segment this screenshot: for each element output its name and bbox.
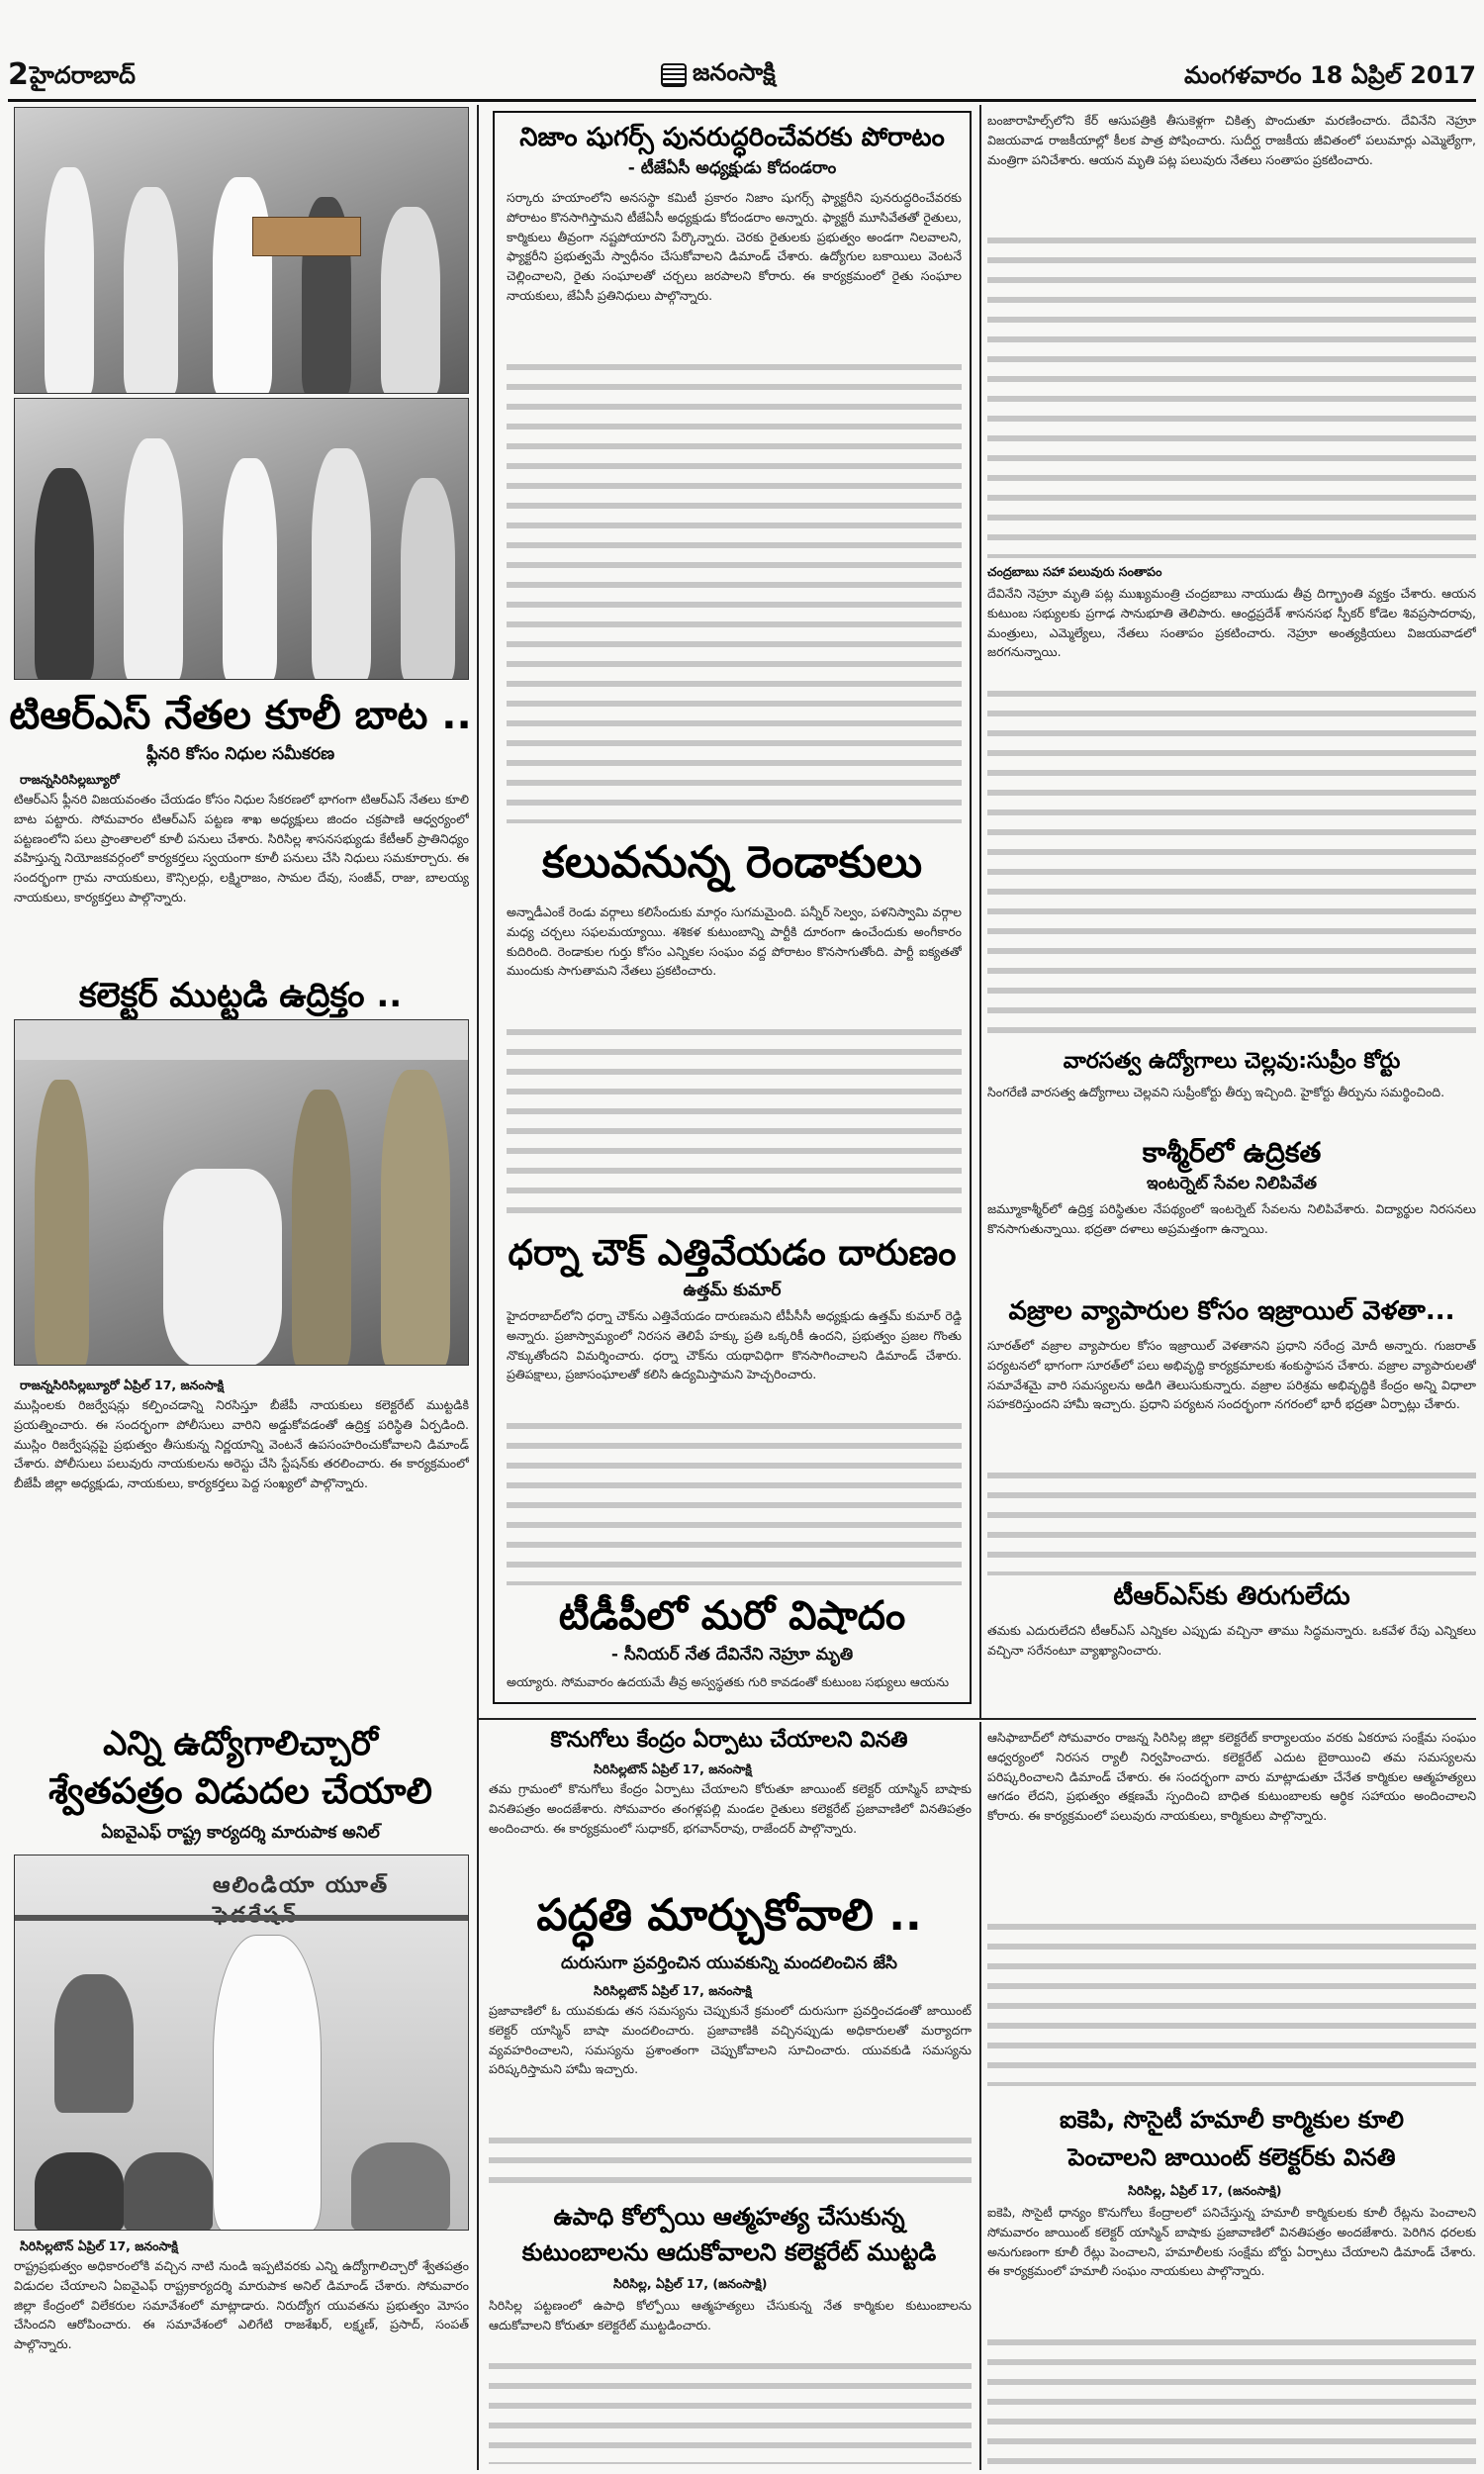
headline-change-attitude: పద్ధతి మార్చుకోవాలి .. [536, 1890, 922, 1941]
headline-jobs-line1: ఎన్ని ఉద్యోగాలిచ్చారో [103, 1724, 378, 1763]
subhead-jobs: ఏఐవైఎఫ్ రాష్ట్ర కార్యదర్శి మారుపాక అనిల్ [101, 1823, 380, 1843]
column-divider-lower [979, 1722, 981, 2470]
body-trs-unbeatable: తమకు ఎదురులేదని టీఆర్ఎస్ ఎన్నికల ఎప్పుడు వచ్చినా తాము సిద్ధమన్నారు. ఒకవేళ రేపు ఎన్నికలు వచ్చినా సరేనంటూ వ్యాఖ్యానించారు. [987, 1623, 1476, 1658]
column-divider-left [477, 105, 479, 2470]
page-header [8, 57, 1476, 97]
body-suicide-families: సిరిసిల్ల పట్టణంలో ఉపాధి కోల్పోయి ఆత్మహత్యలు చేసుకున్న నేత కార్మికుల కుటుంబాలను ఆదుకోవాలని కోరుతూ కలెక్టరేట్ ముట్టడించారు. [489, 2298, 972, 2332]
byline-kodandaram: - టీజేఏసీ అధ్యక్షుడు కోదండరాం [627, 158, 837, 178]
section-divider [479, 1718, 1476, 1720]
body-trs-labour: టిఆర్ఎస్ ఫ్లీనరి విజయవంతం చేయడం కోసం నిధుల సేకరణలో భాగంగా టిఆర్ఎస్ నేతలు కూలి బాట పట్టారు. సోమవారం టిఆర్ఎస్ పట్టణ శాఖ అధ్యక్షులు జిందం చక్రపాణి ఆధ్వర్యంలో పట్టణంలోని పలు ప్రాంతాలలో కూలీ పనులు చేశారు. సిరిసిల్ల శాసనసభ్యుడు కేటీఆర్ ప్రాతినిధ్యం వహిస్తున్న నియోజకవర్గంలో కార్యకర్తలు స్వయంగా కూలీ పనులు చేసి నిధులు సమకూర్చారు. ఈ సందర్భంగా గ్రామ నాయకులు, కౌన్సిలర్లు, లక్ష్మిరాజం, సామల దేవు, సంజీవ్, రాజు, బాలయ్య నాయకులు, కార్యకర్తలు పాల్గొన్నారు. [14, 792, 469, 904]
body-condolence: దేవినేని నెహ్రూ మృతి పట్ల ముఖ్యమంత్రి చంద్రబాబు నాయుడు తీవ్ర దిగ్భ్రాంతి వ్యక్తం చేశారు. ఆయన కుటుంబ సభ్యులకు ప్రగాఢ సానుభూతి తెలిపారు. ఆంధ్రప్రదేశ్ శాసనసభ స్పీకర్ కోడెల శివప్రసాదరావు, మంత్రులు, ఎమ్మెల్యేలు, నేతలు సంతాపం ప్రకటించారు. నెహ్రూ అంత్యక్రియలు విజయవాడలో జరగనున్నాయి. [987, 586, 1476, 660]
dateline-jobs: సిరిసిల్లటౌన్ ఏప్రిల్ 17, జనంసాక్షి [20, 2238, 178, 2253]
body-two-leaves: అన్నాడీఎంకే రెండు వర్గాలు కలిసేందుకు మార్గం సుగమమైంది. పన్నీర్ సెల్వం, పళనిస్వామి వర్గాల మధ్య చర్చలు సఫలమయ్యాయి. శశికళ కుటుంబాన్ని పార్టీకి దూరంగా ఉంచేందుకు అంగీకారం కుదిరింది. రెండాకుల గుర్తు కోసం ఎన్నికల సంఘం వద్ద పోరాటం కొనసాగుతోంది. పార్టీ ఐక్యతతో ముందుకు సాగుతామని నేతలు ప్రకటించారు. [507, 904, 962, 979]
section-label-condolence: చంద్రబాబు సహా పలువురు సంతాపం [987, 564, 1162, 579]
byline-uttam-kumar: ఉత్తమ్ కుమార్ [683, 1281, 782, 1300]
headline-kashmir: కాశ్మీర్‌లో ఉద్రికత [1142, 1136, 1322, 1169]
headline-two-leaves: కలువనున్న రెండాకులు [541, 837, 923, 888]
column-divider-right [979, 105, 981, 1718]
headline-tdp-tragedy: టీడీపీలో మరో విషాదం [558, 1593, 906, 1639]
headline-nizam-sugars: నిజాం షుగర్స్ పునరుద్ధరించేవరకు పోరాటం [519, 123, 945, 152]
body-two-leaves-continued [507, 1023, 962, 1221]
headline-trs-unbeatable: టీఆర్ఎస్‌కు తిరుగులేదు [1113, 1581, 1350, 1611]
headline-suicide-families-line1: ఉపాధి కోల్పోయి ఆత్మహత్య చేసుకున్న [553, 2203, 905, 2231]
body-nizam-sugars: సర్కారు హయాంలోని అనసస్థా కమిటీ ప్రకారం నిజాం షుగర్స్ ఫ్యాక్టరీని పునరుద్ధరించేవరకు పోరాటం కొనసాగిస్తామని టీజేఏసీ అధ్యక్షుడు కోదండరాం అన్నారు. ఫ్యాక్టరీ మూసివేతతో రైతులు, కార్మికులు తీవ్రంగా నష్టపోయారని పేర్కొన్నారు. చెరకు రైతులకు ప్రభుత్వం అండగా నిలవాలని, ఫ్యాక్టరీని ప్రభుత్వమే స్వాధీనం చేసుకోవాలని డిమాండ్ చేశారు. ఉద్యోగుల బకాయిలు వెంటనే చెల్లించాలని, రైతు సంఘాలతో చర్చలు జరపాలని కోరారు. ఈ కార్యక్రమంలో రైతు సంఘాల నాయకులు, జేఏసీ ప్రతినిధులు పాల్గొన్నారు. [507, 190, 962, 303]
body-weavers-rally-more [987, 1918, 1476, 2086]
edition-name: హైదరాబాద్ [30, 61, 136, 89]
headline-diamond-traders: వజ్రాల వ్యాపారుల కోసం ఇజ్రాయిల్ వెళతా... [1008, 1296, 1455, 1326]
masthead-logo-icon [661, 63, 687, 87]
body-diamond-traders-more [987, 1467, 1476, 1575]
byline-devineni-nehru: - సీనియర్ నేత దేవినేని నెహ్రూ మృతి [610, 1645, 854, 1665]
issue-date: మంగళవారం 18 ఏప్రిల్ 2017 [1184, 61, 1476, 89]
subhead-kashmir: ఇంటర్నెట్ సేవల నిలిపివేత [1147, 1174, 1317, 1193]
headline-collector-siege: కలెక్టర్ ముట్టడి ఉద్రిక్తం .. [78, 976, 403, 1015]
body-kashmir: జమ్మూకాశ్మీర్‌లో ఉద్రిక్త పరిస్థితుల నేపథ్యంలో ఇంటర్నెట్ సేవలను నిలిపివేశారు. విద్యార్థుల నిరసనలు కొనసాగుతున్నాయి. భద్రతా దళాలు అప్రమత్తంగా ఉన్నాయి. [987, 1201, 1476, 1236]
subhead-trs-labour: ఫ్లీనరి కోసం నిధుల సమీకరణ [145, 744, 335, 764]
body-tdp-tragedy: అయ్యారు. సోమవారం ఉదయమే తీవ్ర అస్వస్థతకు గురి కావడంతో కుటుంబ సభ్యులు ఆయను [507, 1674, 950, 1689]
headline-dharna-chowk: ధర్నా చౌక్ ఎత్తివేయడం దారుణం [508, 1233, 957, 1274]
body-nizam-sugars-continued [507, 358, 962, 823]
masthead [661, 59, 776, 91]
body-purchase-centre: తమ గ్రామంలో కొనుగోలు కేంద్రం ఏర్పాటు చేయాలని కోరుతూ జాయింట్ కలెక్టర్ యాస్మిన్ బాషాకు వినతిపత్రం అందజేశారు. సోమవారం తంగళ్లపల్లి మండల రైతులు కలెక్టరేట్ ప్రజావాణిలో వినతిపత్రం అందించారు. ఈ కార్యక్రమంలో సుధాకర్, భగవాన్‌రావు, రాజేందర్ పాల్గొన్నారు. [489, 1781, 972, 1836]
body-nehru-continued: బంజారాహిల్స్‌లోని కేర్ ఆసుపత్రికి తీసుకెళ్లగా చికిత్స పొందుతూ మరణించారు. దేవినేని నెహ్రూ విజయవాడ రాజకీయాల్లో కీలక పాత్ర పోషించారు. సుదీర్ఘ రాజకీయ జీవితంలో పలుమార్లు ఎమ్మెల్యేగా, మంత్రిగా పనిచేశారు. ఆయన మృతి పట్ల పలువురు నేతలు సంతాపం ప్రకటించారు. [987, 113, 1476, 167]
headline-trs-labour: టిఆర్ఎస్ నేతల కూలీ బాట .. [9, 693, 472, 738]
body-hamali: ఐకెపి, సొసైటీ ధాన్యం కొనుగోలు కేంద్రాలలో పనిచేస్తున్న హమాలీ కార్మికులకు కూలీ రేట్లను పెంచాలని సోమవారం జాయింట్ కలెక్టర్ యాస్మిన్ బాషాకు ప్రజావాణిలో వినతిపత్రం అందజేశారు. పెరిగిన ధరలకు అనుగుణంగా కూలీ రేట్లు పెంచాలని, హమాలీలకు సంక్షేమ బోర్డు ఏర్పాటు చేయాలని డిమాండ్ చేశారు. ఈ కార్యక్రమంలో హమాలీ సంఘం నాయకులు పాల్గొన్నారు. [987, 2205, 1476, 2279]
headline-heritage-jobs: వారసత్వ ఉద్యోగాలు చెల్లవు:సుప్రీం కోర్టు [1063, 1049, 1401, 1074]
body-collector-siege: ముస్లింలకు రిజర్వేషన్లు కల్పించడాన్ని నిరసిస్తూ బీజేపీ నాయకులు కలెక్టరేట్ ముట్టడికి ప్రయత్నించారు. ఈ సందర్భంగా పోలీసులు వారిని అడ్డుకోవడంతో ఉద్రిక్త పరిస్థితి ఏర్పడింది. ముస్లిం రిజర్వేషన్లపై ప్రభుత్వం తీసుకున్న నిర్ణయాన్ని వెంటనే ఉపసంహరించుకోవాలని డిమాండ్ చేశారు. పోలీసులు పలువురు నాయకులను అరెస్టు చేసి స్టేషన్‌కు తరలించారు. ఈ కార్యక్రమంలో బీజేపీ జిల్లా అధ్యక్షుడు, నాయకులు, కార్యకర్తలు పెద్ద సంఖ్యలో పాల్గొన్నారు. [14, 1397, 469, 1490]
dateline-text: రాజన్నసిరిసిల్లబ్యూరో [20, 772, 120, 787]
headline-hamali-line2: పెంచాలని జాయింట్ కలెక్టర్‌కు వినతి [1067, 2143, 1396, 2171]
dateline-suicide-families: సిరిసిల్ల, ఏప్రిల్ 17, (జనంసాక్షి) [613, 2276, 768, 2291]
headline-purchase-centre: కొనుగోలు కేంద్రం ఏర్పాటు చేయాలని వినతి [550, 1728, 908, 1753]
page-number: 2 [8, 57, 29, 92]
body-hamali-more [987, 2333, 1476, 2464]
photo-trs-collection [14, 398, 469, 680]
photo-aiyf-press-meet [14, 1855, 469, 2231]
headline-suicide-families-line2: కుటుంబాలను ఆదుకోవాలని కలెక్టరేట్ ముట్టడి [521, 2238, 937, 2266]
header-rule [8, 99, 1476, 102]
body-heritage-jobs: సింగరేణి వారసత్వ ఉద్యోగాలు చెల్లవని సుప్రీంకోర్టు తీర్పు ఇచ్చింది. హైకోర్టు తీర్పును సమర్థించింది. [987, 1085, 1445, 1099]
body-change-attitude-more [489, 2132, 972, 2191]
subhead-change-attitude: దురుసుగా ప్రవర్తించిన యువకున్ని మందలించిన జేసి [560, 1953, 897, 1973]
headline-jobs-line2: శ్వేతపత్రం విడుదల చేయాలి [48, 1771, 432, 1812]
dateline-change-attitude: సిరిసిల్లటౌన్ ఏప్రిల్ 17, జనంసాక్షి [594, 1983, 752, 1998]
body-weavers-rally: ఆసిఫాబాద్‌లో సోమవారం రాజన్న సిరిసిల్ల జిల్లా కలెక్టరేట్ కార్యాలయం వరకు ఏకరూప సంక్షేమ సంఘం ఆధ్వర్యంలో నిరసన ర్యాలీ నిర్వహించారు. కలెక్టరేట్ ఎదుట బైఠాయించి తమ సమస్యలను పరిష్కరించాలని డిమాండ్ చేశారు. ఈ సందర్భంగా వారు మాట్లాడుతూ చేనేత కార్మికుల ఆత్మహత్యలు ఆగడం లేదని, ప్రభుత్వం తక్షణమే స్పందించి బాధిత కుటుంబాలకు ఆర్థిక సహాయం అందించాలని కోరారు. ఈ కార్యక్రమంలో పలువురు నాయకులు, కార్మికులు పాల్గొన్నారు. [987, 1730, 1476, 1823]
dateline-trs-labour [20, 772, 465, 791]
dateline-purchase-centre: సిరిసిల్లటౌన్ ఏప్రిల్ 17, జనంసాక్షి [594, 1761, 752, 1776]
photo-banner-text: ఆలిండియా యూత్ [213, 1873, 390, 1898]
body-nehru-more [987, 232, 1476, 558]
photo-collector-siege [14, 1019, 469, 1366]
body-diamond-traders: సూరత్‌లో వజ్రాల వ్యాపారుల కోసం ఇజ్రాయిల్ వెళతానని ప్రధాని నరేంద్ర మోదీ అన్నారు. గుజరాత్ పర్యటనలో భాగంగా సూరత్‌లో పలు అభివృద్ధి కార్యక్రమాలకు శంకుస్థాపన చేశారు. వజ్రాల వ్యాపారులతో సమావేశమై వారి సమస్యలను అడిగి తెలుసుకున్నారు. వజ్రాల పరిశ్రమ అభివృద్ధికి కేంద్రం అన్ని విధాలా సహకరిస్తుందని హామీ ఇచ్చారు. ప్రధాని పర్యటన సందర్భంగా నగరంలో భారీ భద్రతా ఏర్పాట్లు చేశారు. [987, 1338, 1476, 1412]
body-suicide-families-more [489, 2357, 972, 2464]
body-jobs: రాష్ట్రప్రభుత్వం అధికారంలోకి వచ్చిన నాటి నుండి ఇప్పటివరకు ఎన్ని ఉద్యోగాలిచ్చారో శ్వేతపత్రం విడుదల చేయాలని ఏఐవైఎఫ్ రాష్ట్రకార్యదర్శి మారుపాక అనిల్ డిమాండ్ చేశారు. సోమవారం జిల్లా కేంద్రంలో విలేకరుల సమావేశంలో మాట్లాడారు. నిరుద్యోగ యువతను ప్రభుత్వం మోసం చేసిందని ఆరోపించారు. ఈ సమావేశంలో ఎలిగేటి రాజశేఖర్, లక్ష్మణ్, ప్రసాద్, సంపత్ పాల్గొన్నారు. [14, 2258, 469, 2351]
body-condolence-more [987, 685, 1476, 1041]
body-dharna-chowk: హైదరాబాద్‌లోని ధర్నా చౌక్‌ను ఎత్తివేయడం దారుణమని టీపీసీసీ అధ్యక్షుడు ఉత్తమ్ కుమార్ రెడ్డి అన్నారు. ప్రజాస్వామ్యంలో నిరసన తెలిపే హక్కు ప్రతి ఒక్కరికీ ఉందని, ప్రభుత్వం ప్రజల గొంతు నొక్కుతోందని విమర్శించారు. ధర్నా చౌక్‌ను యథావిధిగా కొనసాగించాలని డిమాండ్ చేశారు. ప్రతిపక్షాలు, ప్రజాసంఘాలతో కలిసి ఉద్యమిస్తామని హెచ్చరించారు. [507, 1308, 962, 1382]
body-change-attitude: ప్రజావాణిలో ఓ యువకుడు తన సమస్యను చెప్పుకునే క్రమంలో దురుసుగా ప్రవర్తించడంతో జాయింట్ కలెక్టర్ యాస్మిన్ బాషా మందలించారు. ప్రజావాణికి వచ్చినప్పుడు అధికారులతో మర్యాదగా వ్యవహరించాలని, సమస్యను ప్రశాంతంగా చెప్పుకోవాలని సూచించారు. యువకుడి సమస్యను పరిష్కరిస్తామని హామీ ఇచ్చారు. [489, 2003, 972, 2077]
masthead-title: జనంసాక్షి [693, 58, 776, 86]
headline-hamali-line1: ఐకెపి, సొసైటీ హమాలీ కార్మికుల కూలి [1060, 2106, 1404, 2134]
dateline-collector-siege: రాజన్నసిరిసిల్లబ్యూరో ఏప్రిల్ 17, జనంసాక్షి [20, 1378, 225, 1392]
dateline-hamali: సిరిసిల్ల, ఏప్రిల్ 17, (జనంసాక్షి) [1128, 2183, 1282, 2198]
body-dharna-chowk-continued [507, 1417, 962, 1585]
photo-trs-leaders-labour [14, 107, 469, 394]
